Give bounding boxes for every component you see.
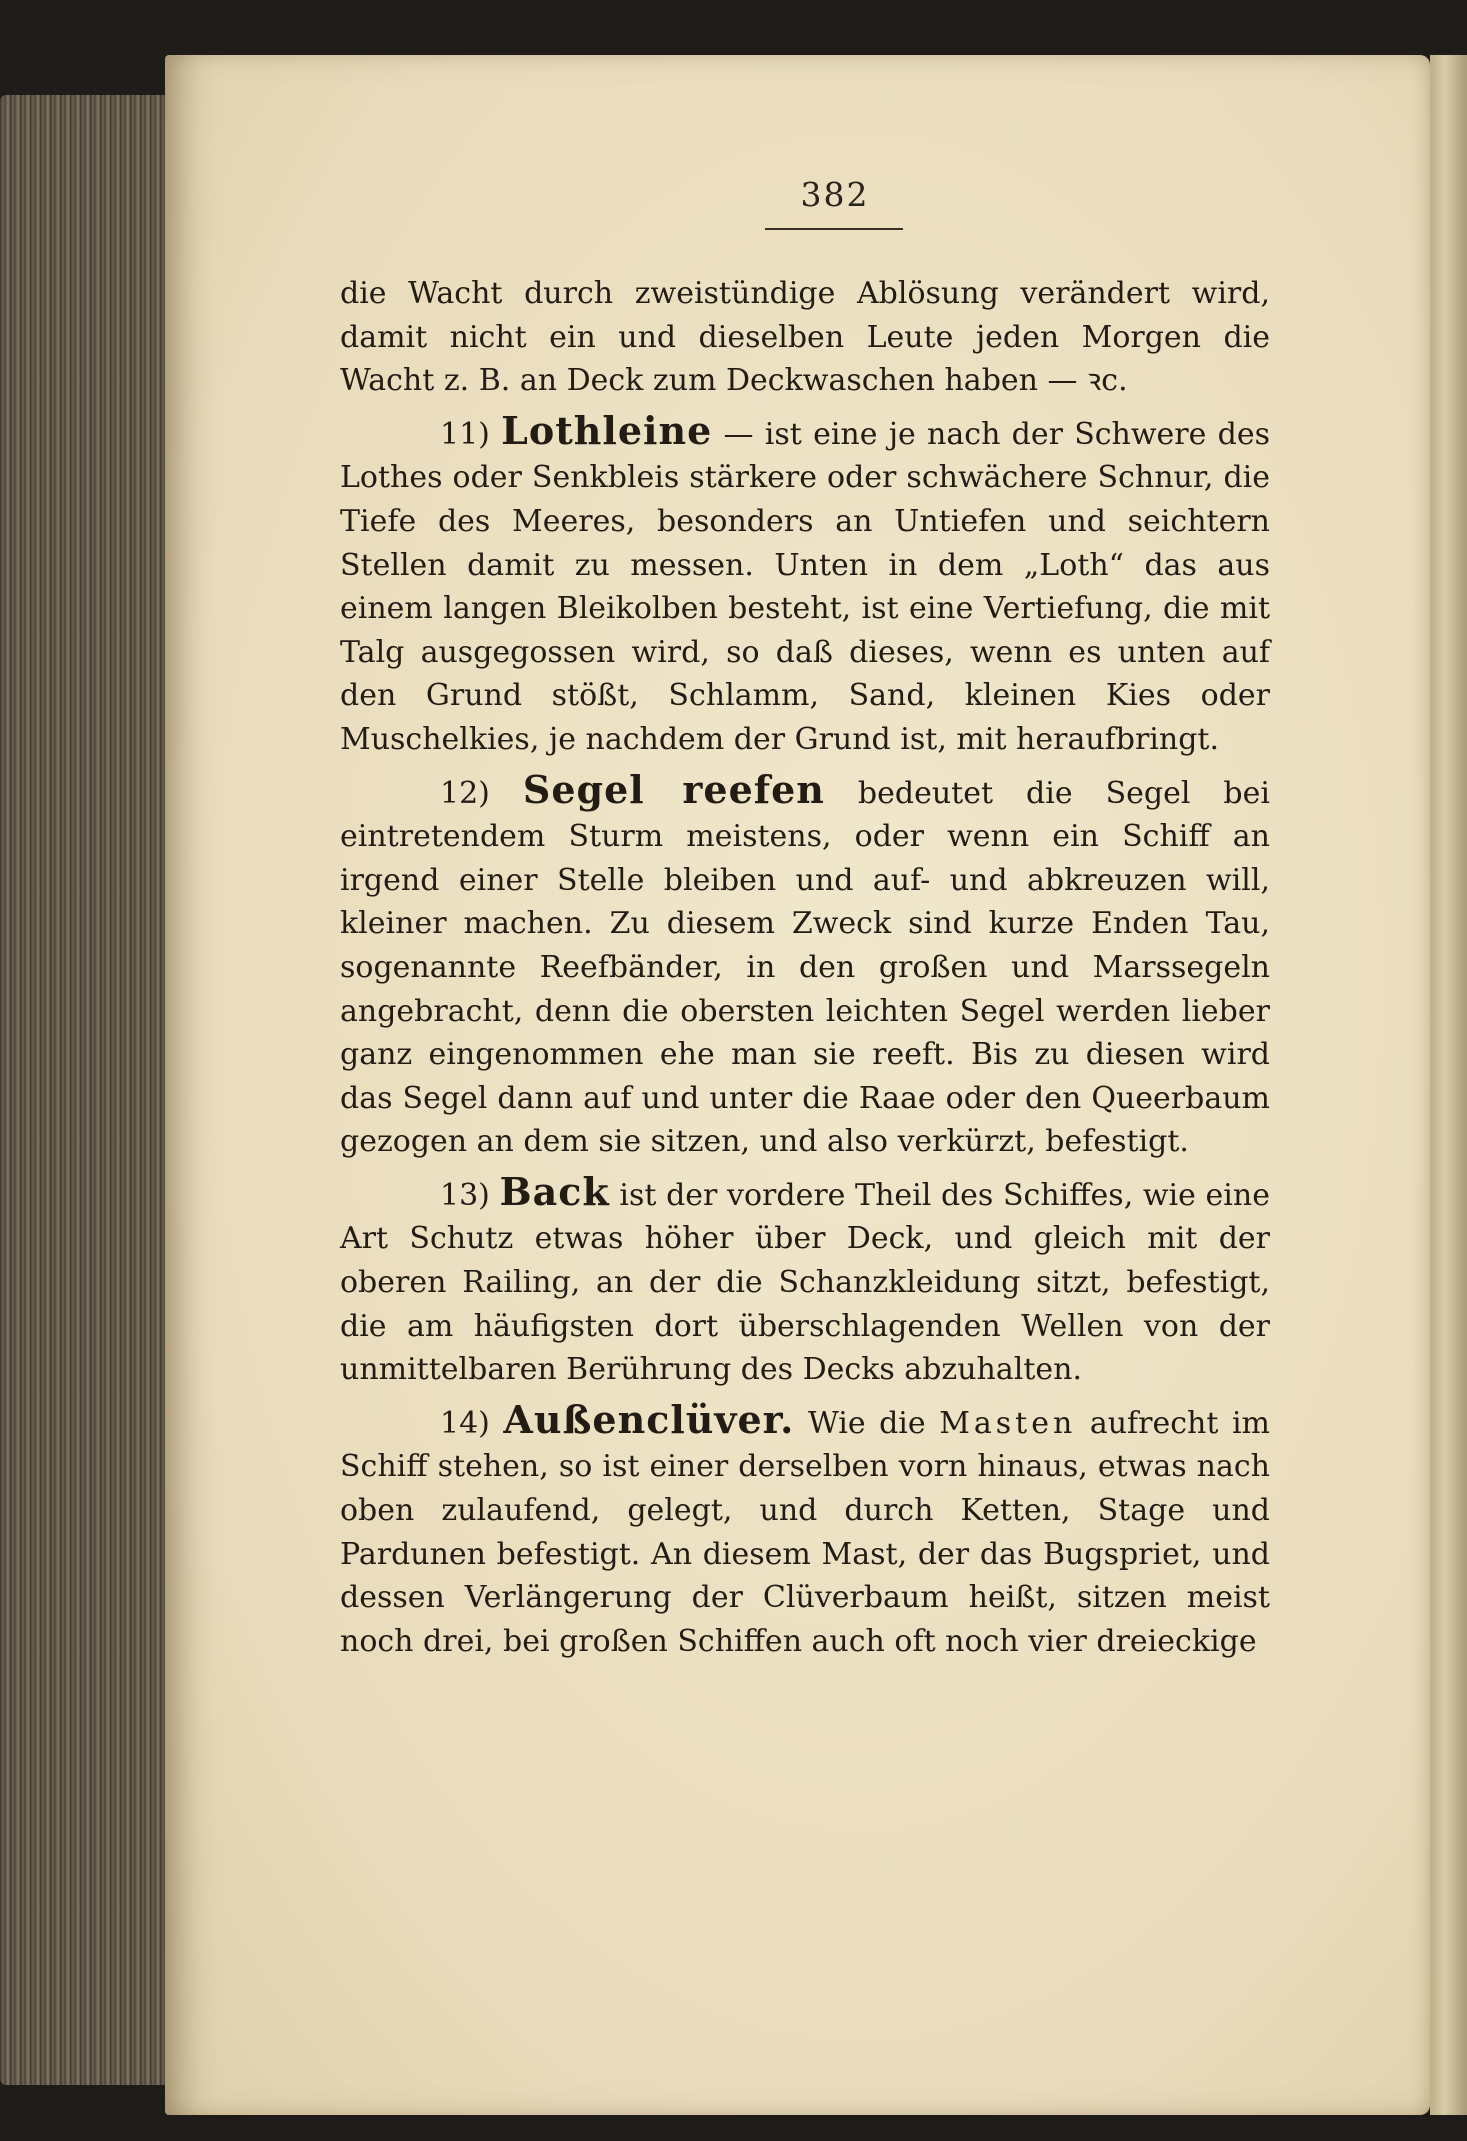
entry-segel-reefen bbox=[340, 768, 1270, 1164]
entry-number: 12) bbox=[440, 775, 490, 811]
entry-spaced-word: Masten bbox=[939, 1405, 1077, 1441]
entry-term: Lothleine bbox=[501, 407, 713, 453]
entry-term: Außenclüver. bbox=[503, 1396, 795, 1442]
entry-text: — ist eine je nach der Schwere des Lothes oder Senkbleis stärkere oder schwächere Schnur, die Tiefe des Meeres, besonders an Untiefen und seichtern Stellen damit zu messen. Unten in dem „Loth“ das aus einem langen Bleikolben besteht, ist eine Vertiefung, die mit Talg ausgegossen wird, so daß dieses, wenn es unten auf den Grund stößt, Schlamm, Sand, kleinen Kies oder Muschelkies, je nachdem der Grund ist, mit heraufbringt. bbox=[340, 416, 1271, 757]
entry-number: 11) bbox=[440, 416, 490, 452]
entry-back bbox=[340, 1170, 1270, 1392]
entry-term: Segel reefen bbox=[522, 766, 825, 812]
entry-text: ist der vordere Theil des Schiffes, wie eine Art Schutz etwas höher über Deck, und gleich mit der oberen Railing, an der die Schanzkleidung sitzt, befestigt, die am häufigsten dort überschlagenden Wellen von der unmittelbaren Berührung des Decks abzuhalten. bbox=[340, 1177, 1270, 1388]
entry-number: 14) bbox=[440, 1405, 490, 1441]
entry-term: Back bbox=[499, 1168, 610, 1214]
entry-text: bedeutet die Segel bei eintretendem Sturm meistens, oder wenn ein Schiff an irgend einer Stelle bleiben und auf- und abkreuzen will, kleiner machen. Zu diesem Zweck sind kurze Enden Tau, sogenannte Reefbänder, in den großen und Marssegeln angebracht, denn die obersten leichten Segel werden lieber ganz eingenommen ehe man sie reeft. Bis zu diesen wird das Segel dann auf und unter die Raae oder den Queerbaum gezogen an dem sie sitzen, und also verkürzt, befestigt. bbox=[340, 775, 1270, 1160]
header-rule bbox=[765, 228, 903, 230]
intro-paragraph: die Wacht durch zweistündige Ablösung verändert wird, damit nicht ein und dieselben Leute jeden Morgen die Wacht z. B. an Deck zum Deckwaschen haben — ꝛc. bbox=[340, 276, 1270, 399]
body-text bbox=[340, 272, 1270, 1669]
entry-text: aufrecht im Schiff stehen, so ist einer derselben vorn hinaus, etwas nach oben zulaufend, gelegt, und durch Ketten, Stage und Pardunen befestigt. An diesem Mast, der das Bugspriet, und dessen Verlängerung der Clüverbaum heißt, sitzen meist noch drei, bei großen Schiffen auch oft noch vier dreieckige bbox=[340, 1405, 1270, 1659]
page-number: 382 bbox=[800, 175, 870, 214]
entry-aussencluever bbox=[340, 1398, 1270, 1664]
entry-number: 13) bbox=[440, 1177, 490, 1213]
entry-lothleine bbox=[340, 409, 1270, 762]
page-right-edge bbox=[1430, 55, 1467, 2115]
entry-text-pre: Wie die bbox=[807, 1405, 926, 1441]
